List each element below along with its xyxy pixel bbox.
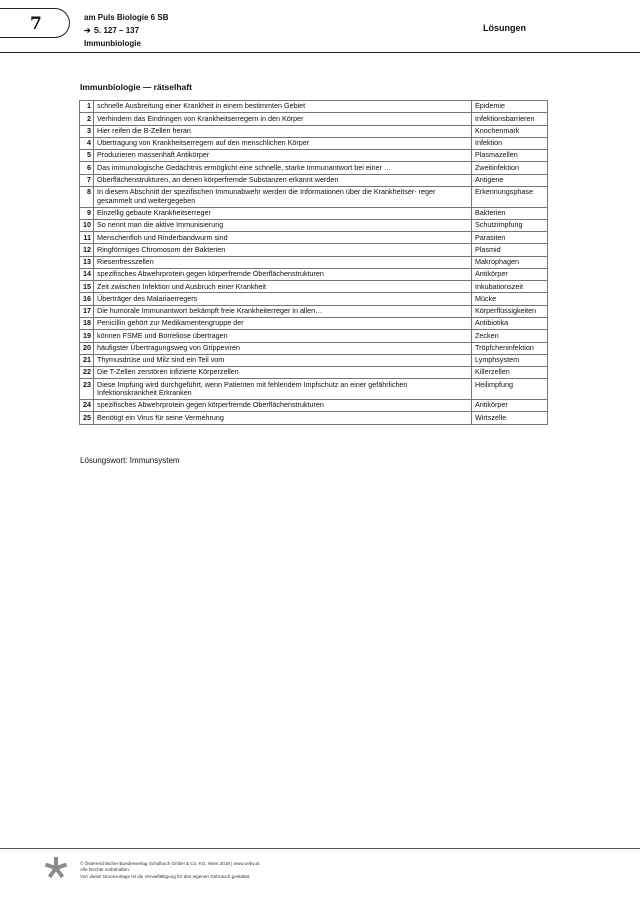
chapter-number: 7 (30, 14, 42, 34)
answer-text: Plasmazellen (472, 150, 548, 162)
row-number: 5 (80, 150, 94, 162)
table-row (80, 101, 548, 113)
row-number: 8 (80, 186, 94, 207)
table-row (80, 412, 548, 424)
answer-text: Heilimpfung (472, 379, 548, 400)
clue-text: Einzellig gebaute Krankheitserreger (94, 207, 472, 219)
row-number: 9 (80, 207, 94, 219)
clue-text: Überträger des Malariaerregers (94, 293, 472, 305)
row-number: 17 (80, 305, 94, 317)
header-meta (84, 11, 168, 50)
table-row (80, 207, 548, 219)
clue-text: spezifisches Abwehrprotein gegen körperfremde Oberflächenstrukturen (94, 268, 472, 280)
row-number: 19 (80, 330, 94, 342)
table-row (80, 125, 548, 137)
footer-copyright (80, 861, 259, 880)
answer-text: Makrophagen (472, 256, 548, 268)
clue-text: schnelle Ausbreitung einer Krankheit in einem bestimmten Gebiet (94, 101, 472, 113)
publisher-star-logo-icon (44, 856, 68, 880)
header-divider (0, 52, 640, 53)
section-label: Lösungen (483, 23, 526, 33)
table-row (80, 379, 548, 400)
clue-text: Diese Impfung wird durchgeführt, wenn Patienten mit fehlendem Impfschutz an einer gefährlichen Infektionskrankheit Erkranken (94, 379, 472, 400)
page-range-text: S. 127 – 137 (93, 26, 140, 35)
table-row (80, 318, 548, 330)
row-number: 2 (80, 113, 94, 125)
clue-text: Penicillin gehört zur Medikamentengruppe der (94, 318, 472, 330)
answer-text: Bakterien (472, 207, 548, 219)
answer-text: Mücke (472, 293, 548, 305)
clue-text: Zeit zwischen Infektion und Ausbruch einer Krankheit (94, 281, 472, 293)
clue-text: Produzieren massenhaft Antikörper (94, 150, 472, 162)
clue-text: spezifisches Abwehrprotein gegen körperfremde Oberflächenstrukturen (94, 400, 472, 412)
row-number: 23 (80, 379, 94, 400)
row-number: 4 (80, 137, 94, 149)
clue-text: können FSME und Borreliose übertragen (94, 330, 472, 342)
table-row (80, 281, 548, 293)
answer-text: Infektionsbarrieren (472, 113, 548, 125)
clue-text: Hier reifen die B-Zellen heran (94, 125, 472, 137)
quiz-table (79, 100, 548, 425)
clue-text: Verhindern das Eindringen von Krankheitserregern in den Körper (94, 113, 472, 125)
table-row (80, 342, 548, 354)
row-number: 10 (80, 219, 94, 231)
arrow-right-icon: ➔ (84, 26, 91, 35)
answer-text: Antibiotika (472, 318, 548, 330)
table-row (80, 330, 548, 342)
row-number: 15 (80, 281, 94, 293)
clue-text: Benötigt ein Virus für seine Vermehrung (94, 412, 472, 424)
row-number: 3 (80, 125, 94, 137)
table-row (80, 232, 548, 244)
answer-text: Körperflüssigkeiten (472, 305, 548, 317)
table-row (80, 113, 548, 125)
clue-text: Ringförmiges Chromosom der Bakterien (94, 244, 472, 256)
clue-text: Thymusdrüse und Milz sind ein Teil vom (94, 354, 472, 366)
clue-text: Übertragung von Krankheitserregern auf den menschlichen Körper (94, 137, 472, 149)
table-row (80, 400, 548, 412)
table-row (80, 162, 548, 174)
row-number: 12 (80, 244, 94, 256)
answer-text: Knochenmark (472, 125, 548, 137)
row-number: 16 (80, 293, 94, 305)
solution-word: Lösungswort: Immunsystem (80, 456, 180, 465)
row-number: 20 (80, 342, 94, 354)
row-number: 1 (80, 101, 94, 113)
row-number: 21 (80, 354, 94, 366)
table-row (80, 305, 548, 317)
clue-text: So nennt man die aktive Immunisierung (94, 219, 472, 231)
row-number: 22 (80, 367, 94, 379)
table-row (80, 174, 548, 186)
table-row (80, 186, 548, 207)
row-number: 11 (80, 232, 94, 244)
answer-text: Plasmid (472, 244, 548, 256)
row-number: 25 (80, 412, 94, 424)
answer-text: Inkubationszeit (472, 281, 548, 293)
row-number: 7 (80, 174, 94, 186)
answer-text: Epidemie (472, 101, 548, 113)
book-title: am Puls Biologie 6 SB (84, 13, 169, 22)
answer-text: Antigene (472, 174, 548, 186)
table-row (80, 256, 548, 268)
clue-text: Menschenfloh und Rinderbandwurm sind (94, 232, 472, 244)
footer-line-2: Alle Rechte vorbehalten. (80, 867, 131, 873)
answer-text: Lymphsystem (472, 354, 548, 366)
clue-text: Die humorale Immunantwort bekämpft freie Krankheiterreger in allen… (94, 305, 472, 317)
clue-text: In diesem Abschnitt der spezifischen Immunabwehr werden die Informationen über die Krankheitser- reger gesammelt und weitergegeben (94, 186, 472, 207)
clue-text: häufigster Übertragungsweg von Grippeviren (94, 342, 472, 354)
footer-divider (0, 848, 640, 849)
table-row (80, 219, 548, 231)
answer-text: Erkennungsphase (472, 186, 548, 207)
clue-text: Riesenfresszellen (94, 256, 472, 268)
table-row (80, 367, 548, 379)
table-row (80, 268, 548, 280)
answer-text: Killerzellen (472, 367, 548, 379)
clue-text: Oberflächenstrukturen, an denen körperfremde Substanzen erkannt werden (94, 174, 472, 186)
answer-text: Antikörper (472, 400, 548, 412)
footer-line-1: © Österreichischer Bundesverlag Schulbuch GmbH & Co. KG, Wien 2018 | www.oebv.at (80, 861, 260, 866)
clue-text: Die T-Zellen zerstören infizierte Körperzellen (94, 367, 472, 379)
answer-text: Tröpfcheninfektion (472, 342, 548, 354)
clue-text: Das immunologische Gedächtnis ermöglicht eine schnelle, starke Immunantwort bei einer … (94, 162, 472, 174)
answer-text: Schutzimpfung (472, 219, 548, 231)
quiz-table-body (80, 101, 548, 425)
row-number: 18 (80, 318, 94, 330)
table-row (80, 150, 548, 162)
page-title: Immunbiologie — rätselhaft (80, 82, 192, 92)
row-number: 13 (80, 256, 94, 268)
footer-line-3: Von dieser Druckvorlage ist die Vervielfältigung für den eigenen Gebrauch gestattet. (80, 873, 251, 879)
row-number: 6 (80, 162, 94, 174)
topic-title: Immunbiologie (84, 39, 141, 48)
answer-text: Antikörper (472, 268, 548, 280)
answer-text: Infektion (472, 137, 548, 149)
answer-text: Parasiten (472, 232, 548, 244)
table-row (80, 137, 548, 149)
row-number: 14 (80, 268, 94, 280)
answer-text: Wirtszelle (472, 412, 548, 424)
table-row (80, 244, 548, 256)
answer-text: Zweitinfektion (472, 162, 548, 174)
answer-text: Zecken (472, 330, 548, 342)
table-row (80, 354, 548, 366)
row-number: 24 (80, 400, 94, 412)
table-row (80, 293, 548, 305)
page-range (84, 24, 168, 37)
